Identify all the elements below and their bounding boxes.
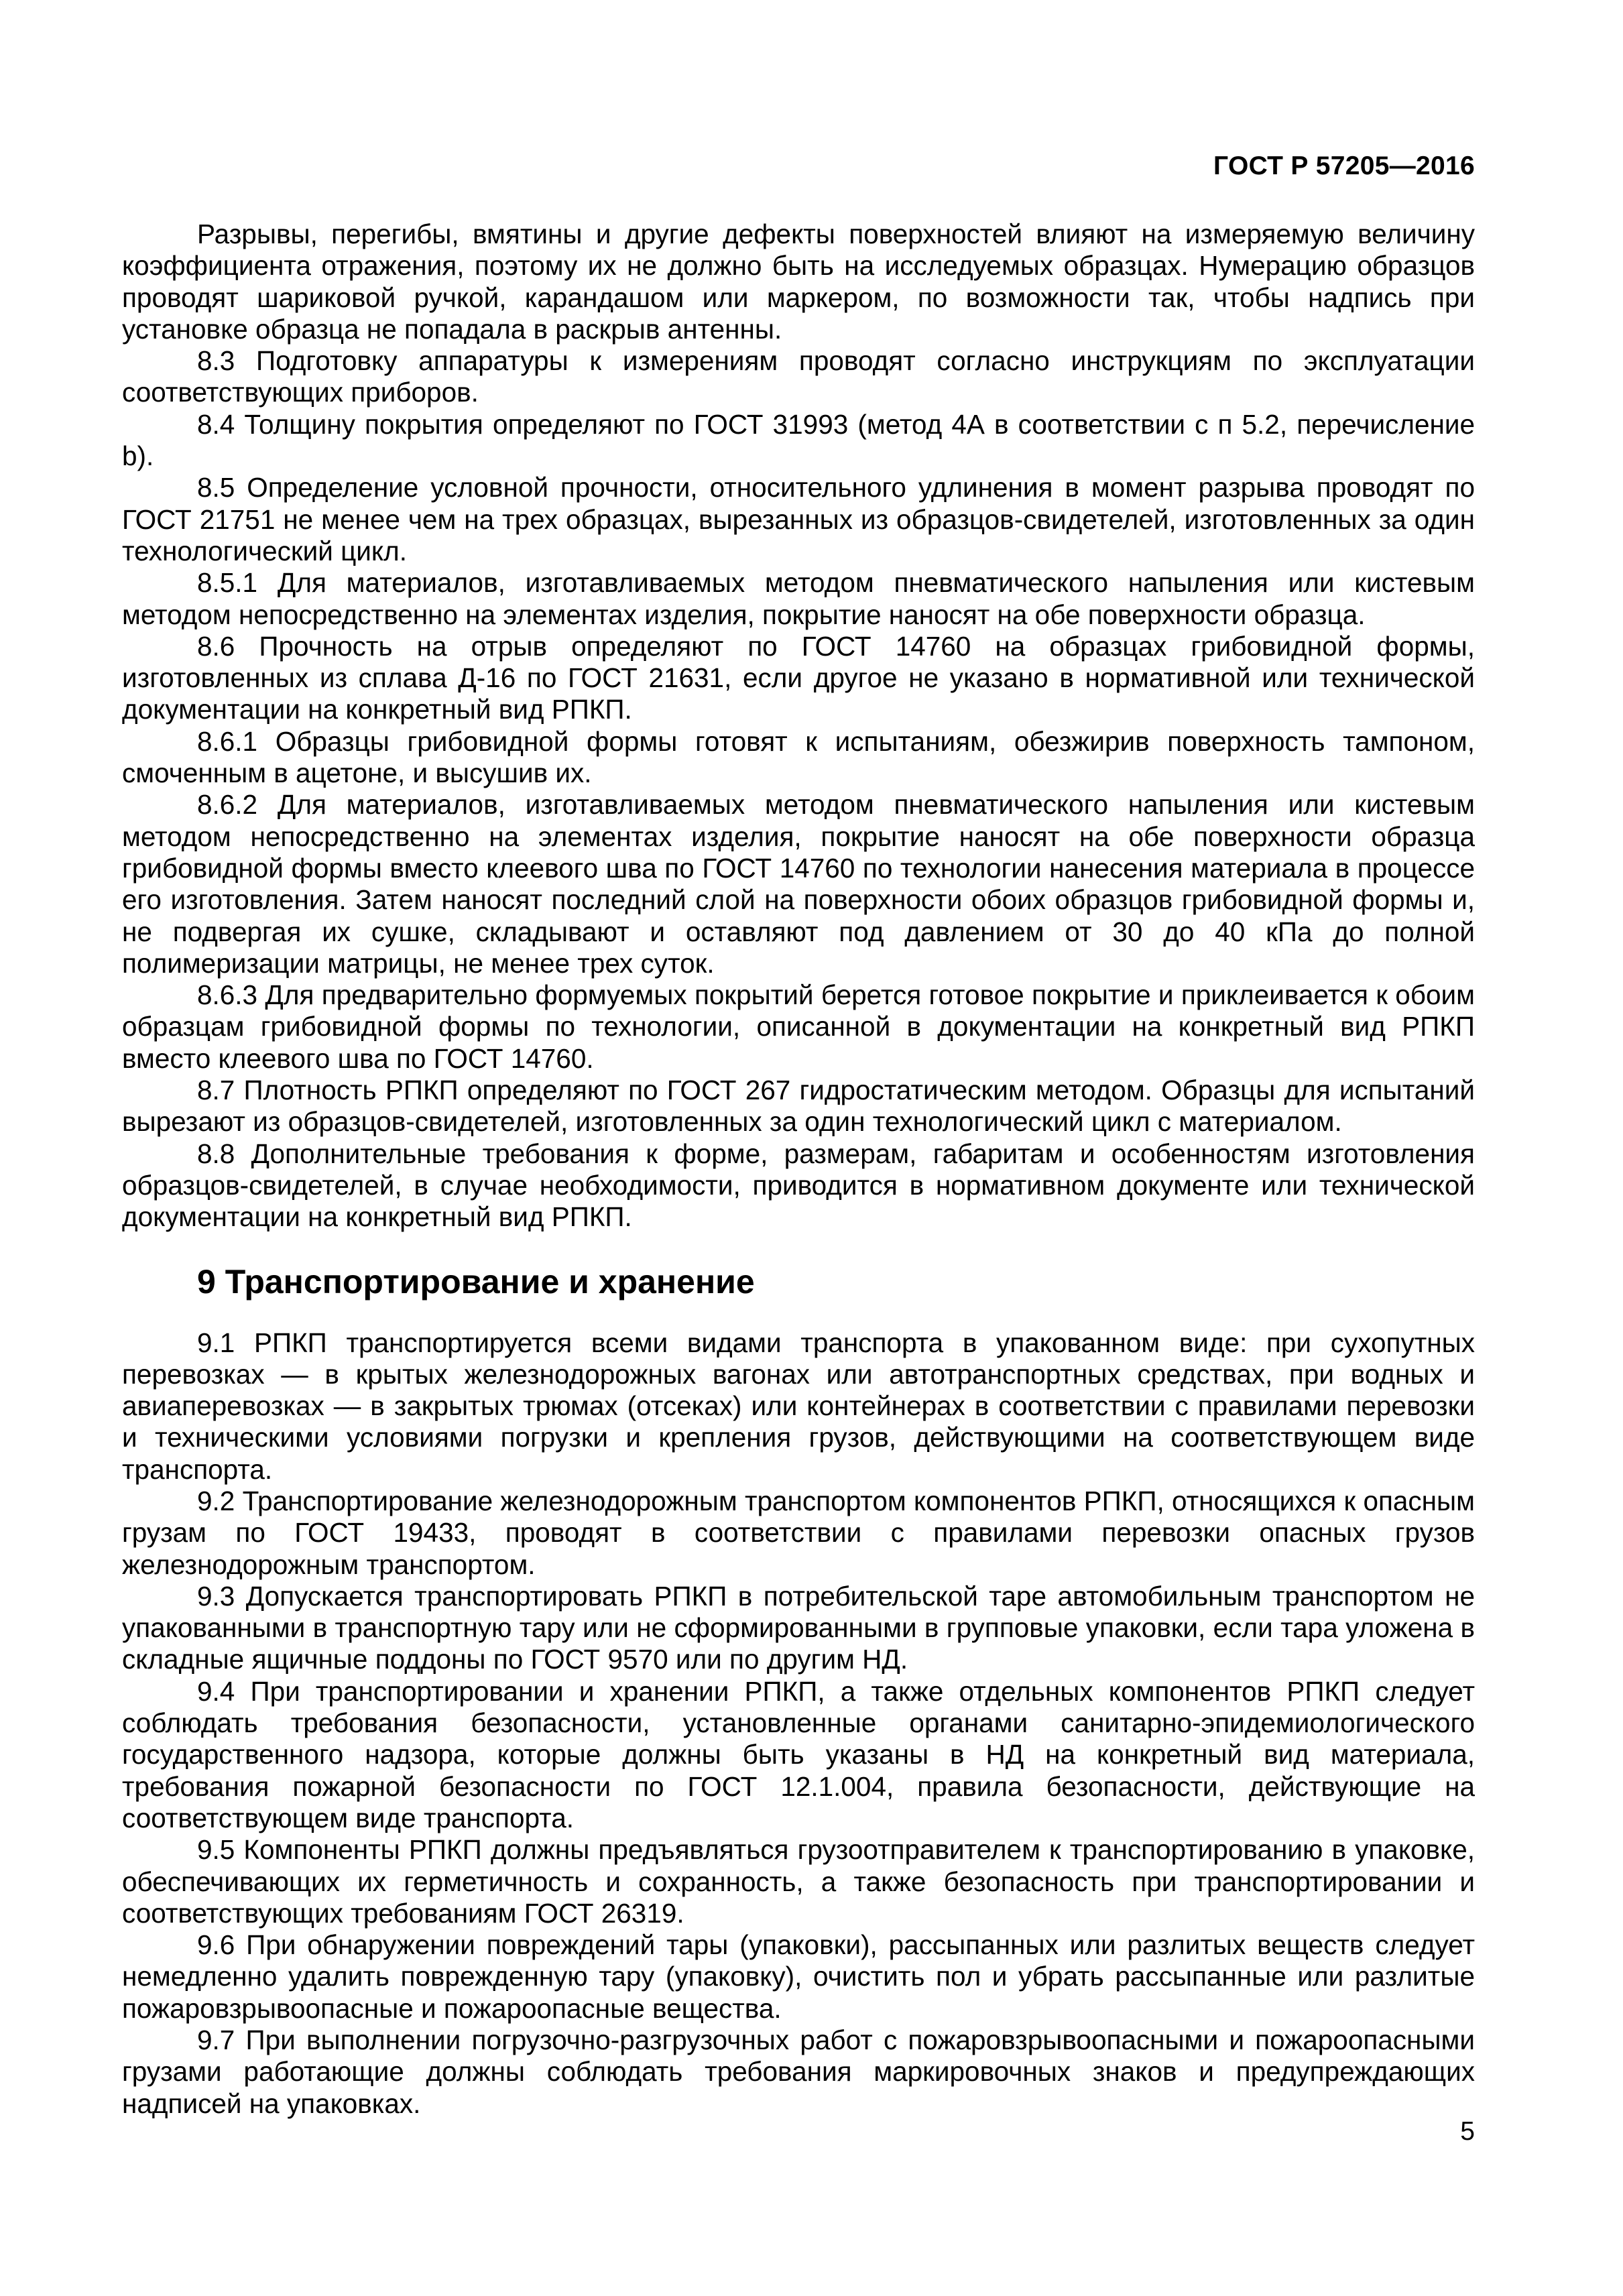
paragraph-8-5: 8.5 Определение условной прочности, относительного удлинения в момент разрыва проводят по ГОСТ 21751 не менее чем на трех образцах, вырезанных из образцов-свидетелей, изготовленных за один технологический цикл. xyxy=(122,472,1475,566)
paragraph-9-6: 9.6 При обнаружении повреждений тары (упаковки), рассыпанных или разлитых веществ следует немедленно удалить поврежденную тару (упаковку), очистить пол и убрать рассыпанные или разлитые пожаровзрывоопасные и пожароопасные вещества. xyxy=(122,1929,1475,2024)
paragraph-9-1: 9.1 РПКП транспортируется всеми видами транспорта в упакованном виде: при сухопутных перевозках — в крытых железнодорожных вагонах или автотранспортных средствах, при водных и авиаперевозках — в закрытых трюмах (отсеках) или контейнерах в соответствии с правилами перевозки и техническими условиями погрузки и крепления грузов, действующими на соответствующем виде транспорта. xyxy=(122,1327,1475,1485)
paragraph-8-6-2: 8.6.2 Для материалов, изготавливаемых методом пневматического напыления или кистевым методом непосредственно на элементах изделия, покрытие наносят на обе поверхности образца грибовидной формы вместо клеевого шва по ГОСТ 14760 по технологии нанесения материала в процессе его изготовления. Затем наносят последний слой на поверхности обоих образцов грибовидной формы и, не подвергая их сушке, складывают и оставляют под давлением от 30 до 40 кПа до полной полимеризации матрицы, не менее трех суток. xyxy=(122,789,1475,979)
document-code-header: ГОСТ Р 57205—2016 xyxy=(1213,152,1475,180)
paragraph-8-6: 8.6 Прочность на отрыв определяют по ГОСТ 14760 на образцах грибовидной формы, изготовленных из сплава Д-16 по ГОСТ 21631, если другое не указано в нормативной или технической документации на конкретный вид РПКП. xyxy=(122,630,1475,725)
paragraph-8-2-continued: Разрывы, перегибы, вмятины и другие дефекты поверхностей влияют на измеряемую величину коэффициента отражения, поэтому их не должно быть на исследуемых образцах. Нумерацию образцов проводят шариковой ручкой, карандашом или маркером, по возможности так, чтобы надпись при установке образца не попадала в раскрыв антенны. xyxy=(122,219,1475,345)
paragraph-8-4: 8.4 Толщину покрытия определяют по ГОСТ 31993 (метод 4А в соответствии с п 5.2, перечисление b). xyxy=(122,408,1475,472)
page-number: 5 xyxy=(1460,2117,1475,2146)
paragraph-8-7: 8.7 Плотность РПКП определяют по ГОСТ 267 гидростатическим методом. Образцы для испытаний вырезают из образцов-свидетелей, изготовленных за один технологический цикл с материалом. xyxy=(122,1075,1475,1138)
paragraph-9-3: 9.3 Допускается транспортировать РПКП в потребительской таре автомобильным транспортом не упакованными в транспортную тару или не сформированными в групповые упаковки, если тара уложена в складные ящичные поддоны по ГОСТ 9570 или по другим НД. xyxy=(122,1580,1475,1675)
page-body xyxy=(122,219,1475,2120)
section-9-title: 9 Транспортирование и хранение xyxy=(197,1262,755,1301)
paragraph-9-5: 9.5 Компоненты РПКП должны предъявляться грузоотправителем к транспортированию в упаковке, обеспечивающих их герметичность и сохранность, а также безопасность при транспортировании и соответствующих требованиям ГОСТ 26319. xyxy=(122,1834,1475,1929)
paragraph-9-2: 9.2 Транспортирование железнодорожным транспортом компонентов РПКП, относящихся к опасным грузам по ГОСТ 19433, проводят в соответствии с правилами перевозки опасных грузов железнодорожным транспортом. xyxy=(122,1485,1475,1580)
paragraph-9-7: 9.7 При выполнении погрузочно-разгрузочных работ с пожаровзрывоопасными и пожароопасными грузами работающие должны соблюдать требования маркировочных знаков и предупреждающих надписей на упаковках. xyxy=(122,2025,1475,2119)
paragraph-8-8: 8.8 Дополнительные требования к форме, размерам, габаритам и особенностям изготовления образцов-свидетелей, в случае необходимости, приводится в нормативном документе или технической документации на конкретный вид РПКП. xyxy=(122,1138,1475,1233)
paragraph-8-6-1: 8.6.1 Образцы грибовидной формы готовят к испытаниям, обезжирив поверхность тампоном, смоченным в ацетоне, и высушив их. xyxy=(122,725,1475,789)
paragraph-8-6-3: 8.6.3 Для предварительно формуемых покрытий берется готовое покрытие и приклеивается к обоим образцам грибовидной формы по технологии, описанной в документации на конкретный вид РПКП вместо клеевого шва по ГОСТ 14760. xyxy=(122,979,1475,1074)
paragraph-9-4: 9.4 При транспортировании и хранении РПКП, а также отдельных компонентов РПКП следует соблюдать требования безопасности, установленные органами санитарно-эпидемиологического государственного надзора, которые должны быть указаны в НД на конкретный вид материала, требования пожарной безопасности по ГОСТ 12.1.004, правила безопасности, действующие на соответствующем виде транспорта. xyxy=(122,1675,1475,1833)
paragraph-8-3: 8.3 Подготовку аппаратуры к измерениям проводят согласно инструкциям по эксплуатации соответствующих приборов. xyxy=(122,345,1475,408)
paragraph-8-5-1: 8.5.1 Для материалов, изготавливаемых методом пневматического напыления или кистевым методом непосредственно на элементах изделия, покрытие наносят на обе поверхности образца. xyxy=(122,567,1475,630)
